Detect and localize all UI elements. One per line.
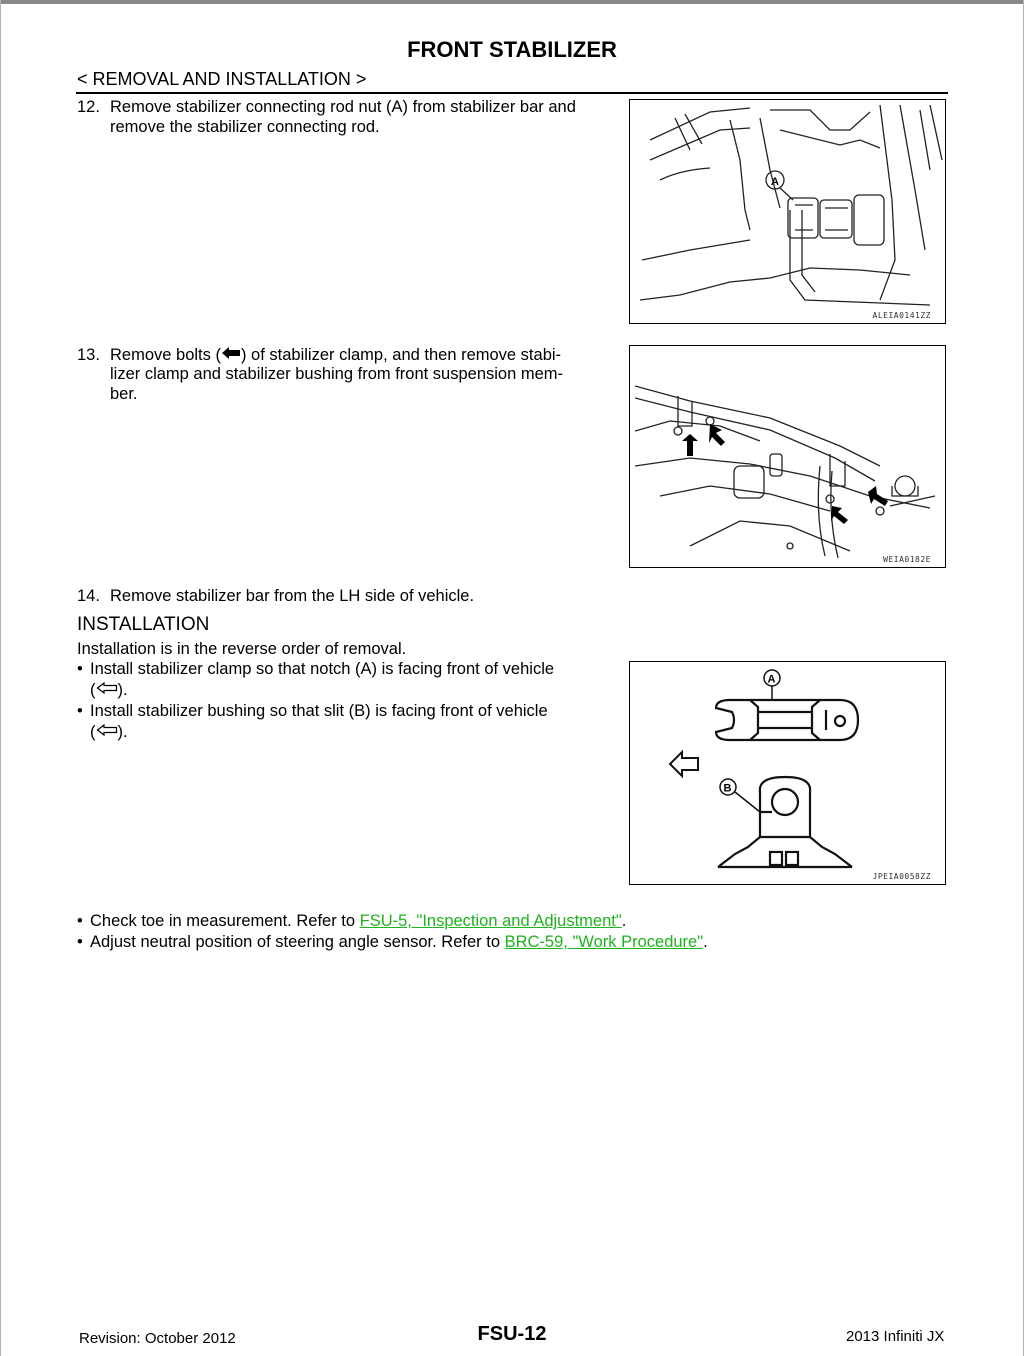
install-bullet-1-line2	[90, 680, 128, 700]
figure-stabilizer-clamp-bolts	[629, 345, 946, 568]
page-title: FRONT STABILIZER	[407, 37, 617, 62]
paren-open: (	[90, 681, 96, 699]
step-12-number: 12.	[77, 98, 100, 116]
footer-page-number: FSU-12	[477, 1323, 547, 1345]
installation-intro: Installation is in the reverse order of removal.	[77, 640, 407, 658]
outline-arrow-left-icon	[96, 682, 118, 694]
figure-code: ALEIA0141ZZ	[872, 311, 931, 320]
link-fsu-5[interactable]: FSU-5, "Inspection and Adjustment"	[359, 912, 622, 930]
note-1-text: Check toe in measurement. Refer to	[90, 912, 360, 930]
step-13-number: 13.	[77, 346, 100, 364]
bullet-icon: •	[77, 912, 83, 930]
header-rule	[76, 92, 948, 94]
paren-open: (	[90, 723, 96, 741]
callout-a: A	[771, 176, 779, 188]
stabilizer-bolts-illustration	[630, 346, 944, 566]
bullet-icon: •	[77, 660, 83, 678]
step-13-line1a: Remove bolts (	[110, 346, 221, 364]
window-left-border	[0, 0, 1, 1356]
window-top-border	[0, 0, 1024, 4]
arrow-bolt-4	[868, 486, 888, 506]
clamp-bushing-illustration	[630, 662, 944, 883]
note-toe-in	[90, 911, 626, 931]
step-14-number: 14.	[77, 587, 100, 605]
note-1-end: .	[621, 912, 627, 930]
footer-revision: Revision: October 2012	[79, 1330, 236, 1347]
install-bullet-2-line2	[90, 722, 128, 742]
step-13-line1	[110, 345, 619, 365]
installation-heading: INSTALLATION	[77, 614, 210, 635]
callout-b: B	[723, 782, 732, 795]
note-2-text: Adjust neutral position of steering angle sensor. Refer to	[90, 933, 505, 951]
step-13-line2: lizer clamp and stabilizer bushing from front suspension mem-	[110, 365, 564, 383]
arrow-bolt-3	[831, 506, 848, 524]
step-13-line1b: ) of stabilizer clamp, and then remove stabi-	[240, 346, 562, 364]
connecting-rod-illustration	[630, 100, 944, 322]
figure-code: JPEIA0058ZZ	[872, 872, 931, 881]
install-bullet-1-line1: Install stabilizer clamp so that notch (A) is facing front of vehicle	[90, 660, 555, 678]
outline-arrow-left-icon	[96, 724, 118, 736]
note-2-end: .	[703, 933, 708, 951]
install-bullet-2-line1: Install stabilizer bushing so that slit (B) is facing front of vehicle	[90, 702, 548, 720]
link-brc-59[interactable]: BRC-59, "Work Procedure"	[504, 933, 704, 951]
figure-code: WEIA0182E	[883, 555, 931, 564]
figure-connecting-rod	[629, 99, 946, 324]
step-12-line2: remove the stabilizer connecting rod.	[110, 118, 380, 136]
footer-model: 2013 Infiniti JX	[846, 1328, 945, 1345]
callout-a: A	[767, 673, 776, 686]
figure-clamp-bushing-orientation	[629, 661, 946, 885]
arrow-bolt-1	[682, 434, 698, 456]
step-13-line3: ber.	[110, 385, 138, 403]
bullet-icon: •	[77, 933, 83, 951]
paren-close: ).	[117, 681, 128, 699]
paren-close: ).	[117, 723, 128, 741]
section-title: < REMOVAL AND INSTALLATION >	[77, 69, 367, 89]
note-steering-sensor	[90, 932, 708, 952]
step-12-line1: Remove stabilizer connecting rod nut (A) from stabilizer bar and	[110, 98, 576, 116]
step-14-text: Remove stabilizer bar from the LH side of vehicle.	[110, 587, 475, 605]
solid-arrow-left-icon	[221, 347, 241, 359]
bullet-icon: •	[77, 702, 83, 720]
